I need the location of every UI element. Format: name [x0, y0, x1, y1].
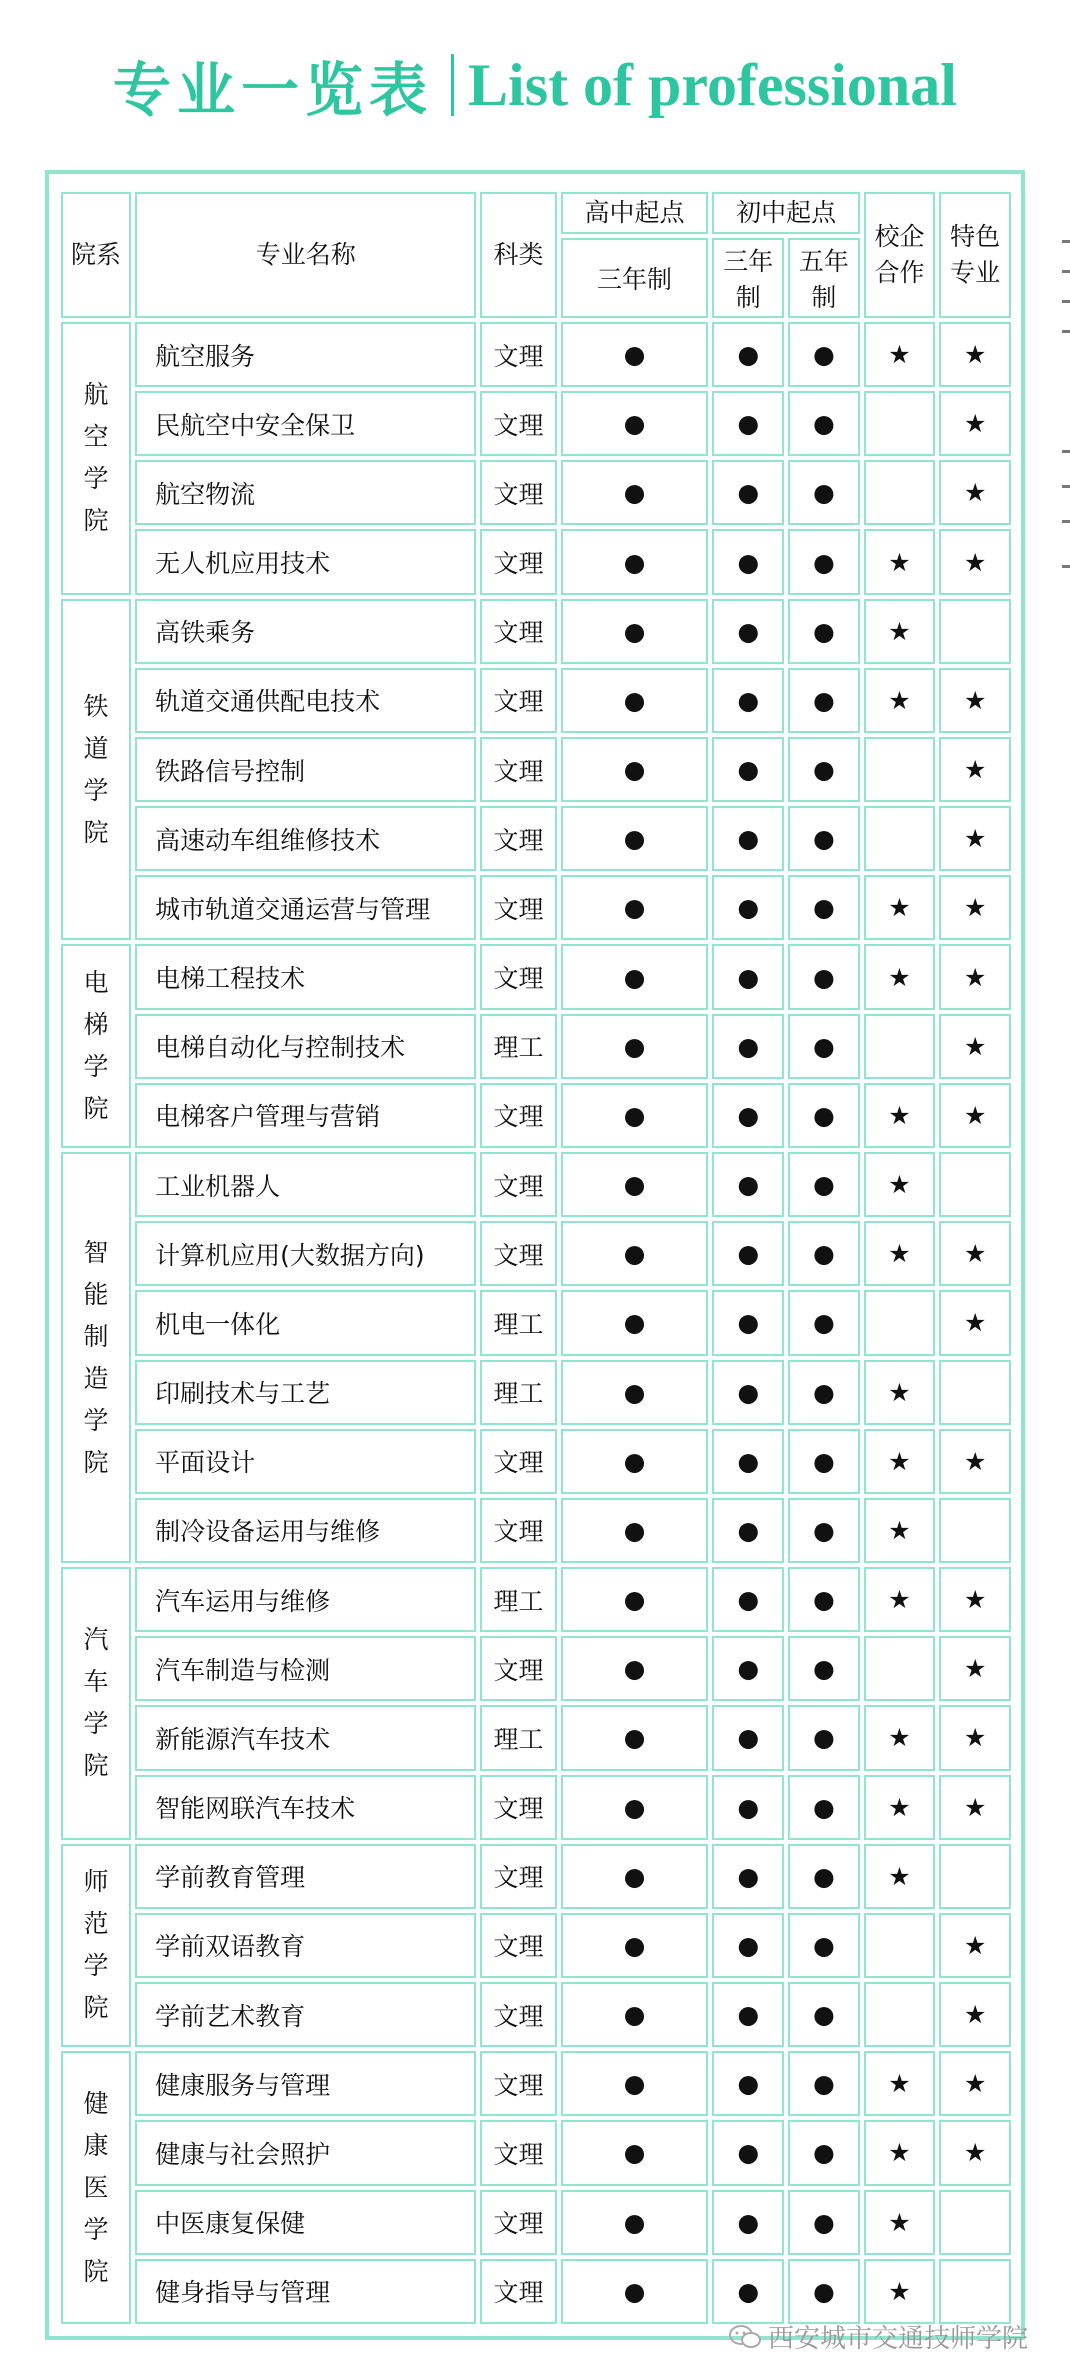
subject-cell: 文理	[480, 1498, 556, 1563]
wechat-icon	[728, 2324, 762, 2350]
feature-mark: ★	[939, 2120, 1011, 2185]
middle-five-year-mark: ●	[788, 1636, 860, 1701]
coop-mark: ★	[864, 1775, 936, 1840]
high-three-year-mark: ●	[561, 1982, 709, 2047]
middle-five-year-mark: ●	[788, 529, 860, 594]
title-chinese: 专业一览表	[113, 56, 434, 124]
middle-five-year-mark: ●	[788, 599, 860, 664]
feature-mark: ★	[939, 2051, 1011, 2116]
high-three-year-mark: ●	[561, 2120, 709, 2185]
middle-three-year-mark: ●	[712, 2120, 784, 2185]
middle-five-year-mark: ●	[788, 2259, 860, 2324]
major-name: 智能网联汽车技术	[135, 1775, 476, 1840]
feature-mark	[939, 1844, 1011, 1909]
department-cell	[61, 944, 131, 1148]
feature-mark: ★	[939, 1705, 1011, 1770]
coop-mark	[864, 1982, 936, 2047]
department-name: 电梯学院	[83, 968, 109, 1124]
subject-cell: 文理	[480, 599, 556, 664]
subject-cell: 文理	[480, 1152, 556, 1217]
high-three-year-mark: ●	[561, 599, 709, 664]
coop-mark: ★	[864, 1429, 936, 1494]
table-row	[61, 1360, 1011, 1425]
high-three-year-mark: ●	[561, 875, 709, 940]
department-cell	[61, 1844, 131, 2048]
high-three-year-mark: ●	[561, 1705, 709, 1770]
subject-cell: 理工	[480, 1705, 556, 1770]
high-three-year-mark: ●	[561, 1913, 709, 1978]
high-three-year-mark: ●	[561, 2190, 709, 2255]
coop-mark	[864, 1636, 936, 1701]
major-name: 航空物流	[135, 460, 476, 525]
coop-mark	[864, 737, 936, 802]
major-name: 民航空中安全保卫	[135, 391, 476, 456]
coop-mark	[864, 391, 936, 456]
table-row	[61, 529, 1011, 594]
high-three-year-mark: ●	[561, 1844, 709, 1909]
table-row	[61, 460, 1011, 525]
major-name: 学前双语教育	[135, 1913, 476, 1978]
major-name: 健康服务与管理	[135, 2051, 476, 2116]
edge-mark	[1062, 330, 1070, 333]
subject-cell: 理工	[480, 1360, 556, 1425]
coop-mark	[864, 1290, 936, 1355]
header-middle-five-year: 五年制	[788, 238, 860, 318]
department-name: 智能制造学院	[83, 1237, 109, 1477]
coop-mark: ★	[864, 2259, 936, 2324]
table-row	[61, 322, 1011, 387]
middle-three-year-mark: ●	[712, 1844, 784, 1909]
middle-three-year-mark: ●	[712, 1360, 784, 1425]
major-name: 城市轨道交通运营与管理	[135, 875, 476, 940]
middle-five-year-mark: ●	[788, 322, 860, 387]
coop-mark: ★	[864, 1083, 936, 1148]
major-name: 电梯工程技术	[135, 944, 476, 1009]
high-three-year-mark: ●	[561, 1083, 709, 1148]
department-name: 航空学院	[83, 380, 109, 536]
middle-three-year-mark: ●	[712, 529, 784, 594]
table-row	[61, 2120, 1011, 2185]
high-three-year-mark: ●	[561, 1429, 709, 1494]
major-name: 汽车运用与维修	[135, 1567, 476, 1632]
subject-cell: 文理	[480, 1913, 556, 1978]
feature-mark	[939, 2190, 1011, 2255]
feature-mark: ★	[939, 460, 1011, 525]
high-three-year-mark: ●	[561, 1636, 709, 1701]
middle-three-year-mark: ●	[712, 460, 784, 525]
table-row	[61, 1429, 1011, 1494]
major-name: 新能源汽车技术	[135, 1705, 476, 1770]
page-title	[0, 40, 1070, 130]
coop-mark: ★	[864, 2190, 936, 2255]
subject-cell: 文理	[480, 1636, 556, 1701]
major-name: 平面设计	[135, 1429, 476, 1494]
middle-three-year-mark: ●	[712, 391, 784, 456]
feature-mark: ★	[939, 1290, 1011, 1355]
header-feature: 特色专业	[939, 192, 1011, 318]
middle-five-year-mark: ●	[788, 460, 860, 525]
subject-cell: 文理	[480, 391, 556, 456]
middle-five-year-mark: ●	[788, 1360, 860, 1425]
subject-cell: 理工	[480, 1290, 556, 1355]
middle-three-year-mark: ●	[712, 2051, 784, 2116]
table-row	[61, 737, 1011, 802]
coop-mark: ★	[864, 668, 936, 733]
title-divider	[451, 54, 454, 116]
middle-three-year-mark: ●	[712, 1498, 784, 1563]
subject-cell: 文理	[480, 875, 556, 940]
table-row	[61, 1221, 1011, 1286]
table-row	[61, 1567, 1011, 1632]
coop-mark: ★	[864, 1221, 936, 1286]
middle-three-year-mark: ●	[712, 1913, 784, 1978]
high-three-year-mark: ●	[561, 391, 709, 456]
middle-five-year-mark: ●	[788, 2190, 860, 2255]
department-name: 师范学院	[83, 1867, 109, 2023]
table-row	[61, 2190, 1011, 2255]
middle-five-year-mark: ●	[788, 2120, 860, 2185]
middle-three-year-mark: ●	[712, 1290, 784, 1355]
header-middle-start: 初中起点	[712, 192, 859, 234]
middle-three-year-mark: ●	[712, 875, 784, 940]
middle-three-year-mark: ●	[712, 737, 784, 802]
table-row	[61, 1152, 1011, 1217]
high-three-year-mark: ●	[561, 2051, 709, 2116]
coop-mark: ★	[864, 1705, 936, 1770]
department-cell	[61, 1152, 131, 1563]
table-row	[61, 1913, 1011, 1978]
table-row	[61, 806, 1011, 871]
feature-mark	[939, 1498, 1011, 1563]
header-dept: 院系	[61, 192, 131, 318]
edge-mark	[1062, 270, 1070, 273]
feature-mark: ★	[939, 944, 1011, 1009]
header-middle-three-year: 三年制	[712, 238, 784, 318]
high-three-year-mark: ●	[561, 2259, 709, 2324]
majors-table	[57, 188, 1015, 2328]
subject-cell: 文理	[480, 1429, 556, 1494]
coop-mark: ★	[864, 1360, 936, 1425]
subject-cell: 文理	[480, 1083, 556, 1148]
header-name: 专业名称	[135, 192, 476, 318]
major-name: 轨道交通供配电技术	[135, 668, 476, 733]
major-name: 印刷技术与工艺	[135, 1360, 476, 1425]
middle-three-year-mark: ●	[712, 1982, 784, 2047]
feature-mark	[939, 1360, 1011, 1425]
coop-mark	[864, 1913, 936, 1978]
header-high-start: 高中起点	[561, 192, 709, 234]
middle-five-year-mark: ●	[788, 1290, 860, 1355]
feature-mark: ★	[939, 875, 1011, 940]
feature-mark	[939, 2259, 1011, 2324]
feature-mark: ★	[939, 668, 1011, 733]
middle-three-year-mark: ●	[712, 1775, 784, 1840]
table-row	[61, 944, 1011, 1009]
high-three-year-mark: ●	[561, 1567, 709, 1632]
middle-five-year-mark: ●	[788, 1567, 860, 1632]
table-row	[61, 1705, 1011, 1770]
subject-cell: 理工	[480, 1567, 556, 1632]
middle-three-year-mark: ●	[712, 599, 784, 664]
header-high-three-year: 三年制	[561, 238, 709, 318]
major-name: 中医康复保健	[135, 2190, 476, 2255]
edge-mark	[1062, 300, 1070, 303]
major-name: 铁路信号控制	[135, 737, 476, 802]
feature-mark: ★	[939, 322, 1011, 387]
subject-cell: 文理	[480, 737, 556, 802]
coop-mark: ★	[864, 1567, 936, 1632]
middle-five-year-mark: ●	[788, 737, 860, 802]
subject-cell: 文理	[480, 460, 556, 525]
high-three-year-mark: ●	[561, 1152, 709, 1217]
title-english: List of professional	[468, 51, 957, 118]
middle-five-year-mark: ●	[788, 1982, 860, 2047]
feature-mark: ★	[939, 806, 1011, 871]
middle-three-year-mark: ●	[712, 1705, 784, 1770]
subject-cell: 理工	[480, 1014, 556, 1079]
middle-three-year-mark: ●	[712, 1636, 784, 1701]
feature-mark: ★	[939, 1083, 1011, 1148]
middle-three-year-mark: ●	[712, 1014, 784, 1079]
middle-five-year-mark: ●	[788, 1083, 860, 1148]
table-row	[61, 668, 1011, 733]
high-three-year-mark: ●	[561, 1221, 709, 1286]
feature-mark: ★	[939, 391, 1011, 456]
subject-cell: 文理	[480, 1221, 556, 1286]
coop-mark: ★	[864, 529, 936, 594]
high-three-year-mark: ●	[561, 1290, 709, 1355]
middle-three-year-mark: ●	[712, 1567, 784, 1632]
major-name: 机电一体化	[135, 1290, 476, 1355]
edge-mark	[1062, 450, 1070, 453]
subject-cell: 文理	[480, 322, 556, 387]
feature-mark: ★	[939, 737, 1011, 802]
table-row	[61, 1498, 1011, 1563]
subject-cell: 文理	[480, 668, 556, 733]
high-three-year-mark: ●	[561, 668, 709, 733]
middle-five-year-mark: ●	[788, 944, 860, 1009]
table-row	[61, 391, 1011, 456]
middle-three-year-mark: ●	[712, 668, 784, 733]
high-three-year-mark: ●	[561, 737, 709, 802]
feature-mark: ★	[939, 1429, 1011, 1494]
coop-mark: ★	[864, 2120, 936, 2185]
feature-mark: ★	[939, 1775, 1011, 1840]
major-name: 电梯自动化与控制技术	[135, 1014, 476, 1079]
middle-five-year-mark: ●	[788, 2051, 860, 2116]
subject-cell: 文理	[480, 2190, 556, 2255]
table-row	[61, 2051, 1011, 2116]
middle-five-year-mark: ●	[788, 806, 860, 871]
middle-three-year-mark: ●	[712, 2259, 784, 2324]
middle-five-year-mark: ●	[788, 1014, 860, 1079]
coop-mark: ★	[864, 322, 936, 387]
middle-five-year-mark: ●	[788, 875, 860, 940]
high-three-year-mark: ●	[561, 1360, 709, 1425]
middle-three-year-mark: ●	[712, 2190, 784, 2255]
header-coop: 校企合作	[864, 192, 936, 318]
table-row	[61, 1014, 1011, 1079]
coop-mark	[864, 1014, 936, 1079]
feature-mark: ★	[939, 1567, 1011, 1632]
middle-three-year-mark: ●	[712, 1429, 784, 1494]
middle-three-year-mark: ●	[712, 1221, 784, 1286]
major-name: 汽车制造与检测	[135, 1636, 476, 1701]
table-row	[61, 1290, 1011, 1355]
subject-cell: 文理	[480, 944, 556, 1009]
major-name: 工业机器人	[135, 1152, 476, 1217]
middle-five-year-mark: ●	[788, 1913, 860, 1978]
table-row	[61, 2259, 1011, 2324]
edge-mark	[1062, 520, 1070, 523]
department-cell	[61, 322, 131, 595]
high-three-year-mark: ●	[561, 1775, 709, 1840]
middle-three-year-mark: ●	[712, 806, 784, 871]
high-three-year-mark: ●	[561, 529, 709, 594]
high-three-year-mark: ●	[561, 322, 709, 387]
major-name: 高铁乘务	[135, 599, 476, 664]
subject-cell: 文理	[480, 806, 556, 871]
major-name: 健身指导与管理	[135, 2259, 476, 2324]
subject-cell: 文理	[480, 1775, 556, 1840]
subject-cell: 文理	[480, 2259, 556, 2324]
watermark-text: 西安城市交通技师学院	[768, 2324, 1029, 2354]
middle-five-year-mark: ●	[788, 1498, 860, 1563]
major-name: 航空服务	[135, 322, 476, 387]
subject-cell: 文理	[480, 1982, 556, 2047]
watermark	[728, 2318, 1028, 2355]
department-name: 汽车学院	[83, 1625, 109, 1781]
header-subject: 科类	[480, 192, 556, 318]
middle-five-year-mark: ●	[788, 1775, 860, 1840]
subject-cell: 文理	[480, 1844, 556, 1909]
high-three-year-mark: ●	[561, 1014, 709, 1079]
feature-mark	[939, 1152, 1011, 1217]
major-name: 制冷设备运用与维修	[135, 1498, 476, 1563]
feature-mark: ★	[939, 1982, 1011, 2047]
feature-mark: ★	[939, 1636, 1011, 1701]
middle-five-year-mark: ●	[788, 668, 860, 733]
coop-mark: ★	[864, 1152, 936, 1217]
coop-mark	[864, 806, 936, 871]
coop-mark	[864, 460, 936, 525]
coop-mark: ★	[864, 944, 936, 1009]
high-three-year-mark: ●	[561, 806, 709, 871]
high-three-year-mark: ●	[561, 1498, 709, 1563]
major-name: 计算机应用(大数据方向)	[135, 1221, 476, 1286]
department-cell	[61, 2051, 131, 2324]
major-name: 高速动车组维修技术	[135, 806, 476, 871]
middle-three-year-mark: ●	[712, 1152, 784, 1217]
coop-mark: ★	[864, 875, 936, 940]
table-row	[61, 1636, 1011, 1701]
department-cell	[61, 599, 131, 941]
middle-three-year-mark: ●	[712, 1083, 784, 1148]
department-name: 健康医学院	[83, 2088, 109, 2286]
middle-three-year-mark: ●	[712, 322, 784, 387]
table-row	[61, 1844, 1011, 1909]
coop-mark: ★	[864, 1498, 936, 1563]
department-name: 铁道学院	[83, 691, 109, 847]
feature-mark: ★	[939, 1221, 1011, 1286]
middle-five-year-mark: ●	[788, 1705, 860, 1770]
middle-five-year-mark: ●	[788, 1221, 860, 1286]
middle-five-year-mark: ●	[788, 391, 860, 456]
edge-mark	[1062, 565, 1070, 568]
high-three-year-mark: ●	[561, 944, 709, 1009]
table-row	[61, 599, 1011, 664]
table-row	[61, 875, 1011, 940]
coop-mark: ★	[864, 599, 936, 664]
major-name: 学前艺术教育	[135, 1982, 476, 2047]
edge-mark	[1062, 240, 1070, 243]
major-name: 电梯客户管理与营销	[135, 1083, 476, 1148]
feature-mark: ★	[939, 1014, 1011, 1079]
table-row	[61, 1982, 1011, 2047]
department-cell	[61, 1567, 131, 1840]
subject-cell: 文理	[480, 2051, 556, 2116]
table-row	[61, 1083, 1011, 1148]
feature-mark	[939, 599, 1011, 664]
coop-mark: ★	[864, 1844, 936, 1909]
high-three-year-mark: ●	[561, 460, 709, 525]
table-row	[61, 1775, 1011, 1840]
middle-five-year-mark: ●	[788, 1429, 860, 1494]
feature-mark: ★	[939, 1913, 1011, 1978]
major-name: 无人机应用技术	[135, 529, 476, 594]
coop-mark: ★	[864, 2051, 936, 2116]
middle-three-year-mark: ●	[712, 944, 784, 1009]
middle-five-year-mark: ●	[788, 1844, 860, 1909]
subject-cell: 文理	[480, 2120, 556, 2185]
major-name: 健康与社会照护	[135, 2120, 476, 2185]
major-name: 学前教育管理	[135, 1844, 476, 1909]
feature-mark: ★	[939, 529, 1011, 594]
subject-cell: 文理	[480, 529, 556, 594]
middle-five-year-mark: ●	[788, 1152, 860, 1217]
edge-mark	[1062, 485, 1070, 488]
